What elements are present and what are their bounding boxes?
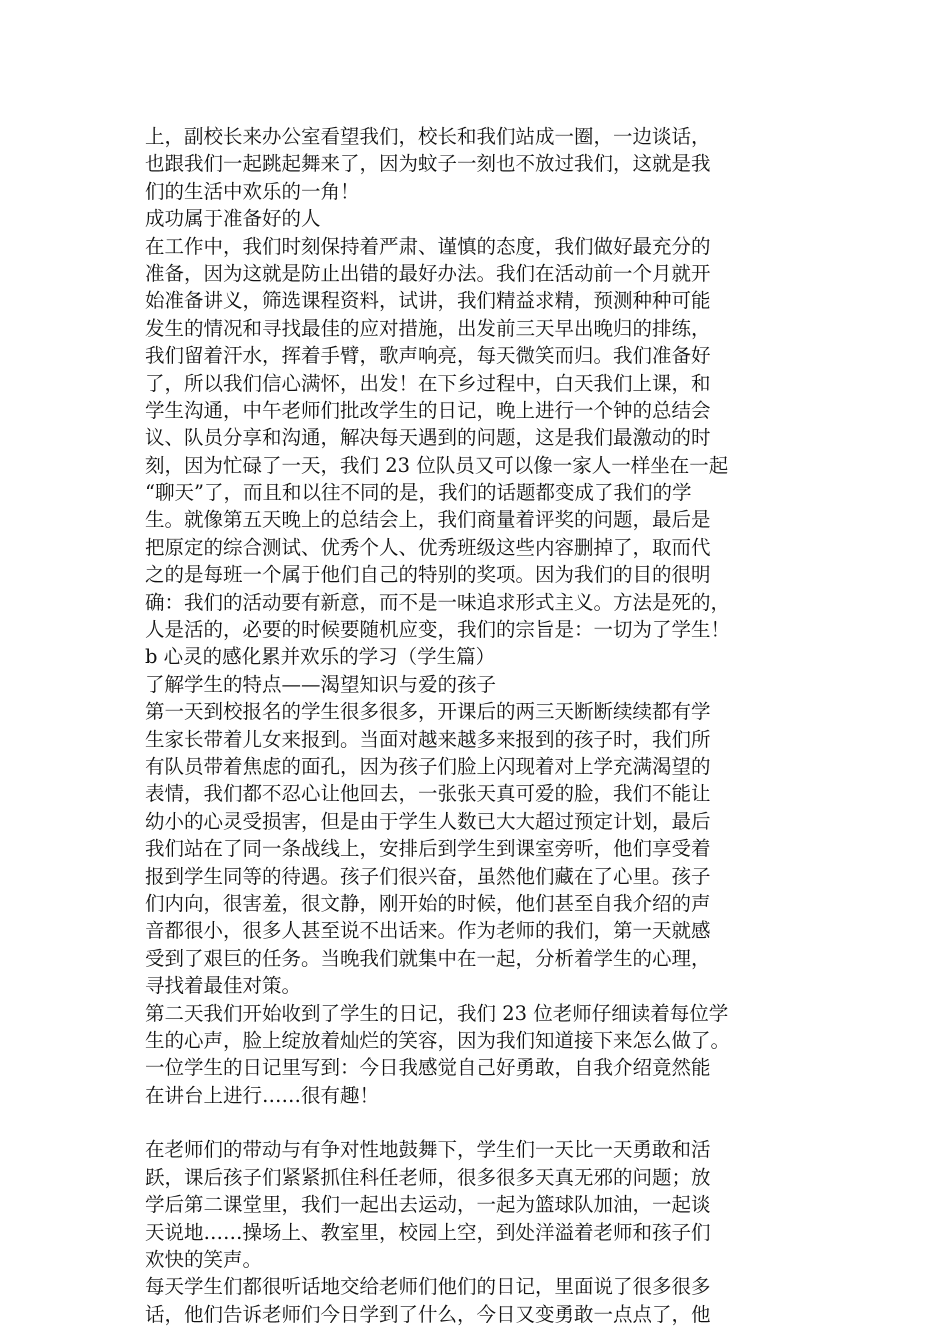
text-line: 我们站在了同一条战线上，安排后到学生到课室旁听，他们享受着 [145,837,711,861]
text-line: 受到了艰巨的任务。当晚我们就集中在一起，分析着学生的心理， [145,946,711,970]
text-line: 始准备讲义，筛选课程资料，试讲，我们精益求精，预测种种可能 [145,289,711,313]
text-line: 之的是每班一个属于他们自己的特别的奖项。因为我们的目的很明 [145,563,711,587]
text-line: 第一天到校报名的学生很多很多，开课后的两三天断断续续都有学 [145,700,711,724]
text-line: 天说地……操场上、教室里，校园上空，到处洋溢着老师和孩子们 [145,1220,711,1244]
text-line: 确：我们的活动要有新意，而不是一味追求形式主义。方法是死的， [145,590,731,614]
text-line: 议、队员分享和沟通，解决每天遇到的问题，这是我们最激动的时 [145,426,711,450]
text-line: 上，副校长来办公室看望我们，校长和我们站成一圈，一边谈话， [145,125,711,148]
text-line: 一位学生的日记里写到：今日我感觉自己好勇敢，自我介绍竟然能 [145,1056,711,1080]
text-line: 寻找着最佳对策。 [145,974,302,998]
text-line: 话，他们告诉老师们今日学到了什么，今日又变勇敢一点点了，他 [145,1302,711,1326]
text-line: 发生的情况和寻找最佳的应对措施，出发前三天早出晚归的排练， [145,316,711,340]
text-line: 们内向，很害羞，很文静，刚开始的时候，他们甚至自我介绍的声 [145,891,711,915]
text-line: b 心灵的感化累并欢乐的学习（学生篇） [145,645,496,669]
text-line: 第二天我们开始收到了学生的日记，我们 23 位老师仔细读着每位学 [145,1001,729,1025]
text-line: 有队员带着焦虑的面孔，因为孩子们脸上闪现着对上学充满渴望的 [145,754,711,778]
text-line: 也跟我们一起跳起舞来了，因为蚊子一刻也不放过我们，这就是我 [145,152,711,176]
text-line: 报到学生同等的待遇。孩子们很兴奋，虽然他们藏在了心里。孩子 [145,864,711,888]
text-line: 生的心声，脸上绽放着灿烂的笑容，因为我们知道接下来怎么做了。 [145,1028,731,1052]
text-line: 在讲台上进行……很有趣！ [145,1083,380,1107]
text-line: 音都很小，很多人甚至说不出话来。作为老师的我们，第一天就感 [145,919,711,943]
text-line: 们的生活中欢乐的一角！ [145,179,360,203]
text-line: 在老师们的带动与有争对性地鼓舞下，学生们一天比一天勇敢和活 [145,1138,711,1162]
text-line: 了解学生的特点——渴望知识与爱的孩子 [145,672,497,696]
text-line: 生家长带着儿女来报到。当面对越来越多来报到的孩子时，我们所 [145,727,711,751]
text-line: 准备，因为这就是防止出错的最好办法。我们在活动前一个月就开 [145,261,711,285]
text-line: 生。就像第五天晚上的总结会上，我们商量着评奖的问题，最后是 [145,508,711,532]
text-line: 人是活的，必要的时候要随机应变，我们的宗旨是：一切为了学生！ [145,618,731,642]
text-line: 把原定的综合测试、优秀个人、优秀班级这些内容删掉了，取而代 [145,535,711,559]
text-line: “聊天”了，而且和以往不同的是，我们的话题都变成了我们的学 [145,481,692,505]
text-line: 表情，我们都不忍心让他回去，一张张天真可爱的脸，我们不能让 [145,782,711,806]
text-line: 欢快的笑声。 [145,1248,263,1272]
document-page [145,123,810,1328]
text-line: 在工作中，我们时刻保持着严肃、谨慎的态度，我们做好最充分的 [145,234,711,258]
text-line: 学生沟通，中午老师们批改学生的日记，晚上进行一个钟的总结会 [145,398,711,422]
text-line: 成功属于准备好的人 [145,207,321,231]
text-line: 刻，因为忙碌了一天，我们 23 位队员又可以像一家人一样坐在一起 [145,453,729,477]
text-line: 我们留着汗水，挥着手臂，歌声响亮，每天微笑而归。我们准备好 [145,344,711,368]
text-line: 了，所以我们信心满怀，出发！在下乡过程中，白天我们上课，和 [145,371,711,395]
blank-line [145,1109,810,1136]
text-line: 每天学生们都很听话地交给老师们他们的日记，里面说了很多很多 [145,1275,711,1299]
text-line: 幼小的心灵受损害，但是由于学生人数已大大超过预定计划，最后 [145,809,711,833]
text-line: 学后第二课堂里，我们一起出去运动，一起为篮球队加油，一起谈 [145,1193,711,1217]
text-line: 跃，课后孩子们紧紧抓住科任老师，很多很多天真无邪的问题；放 [145,1165,711,1189]
